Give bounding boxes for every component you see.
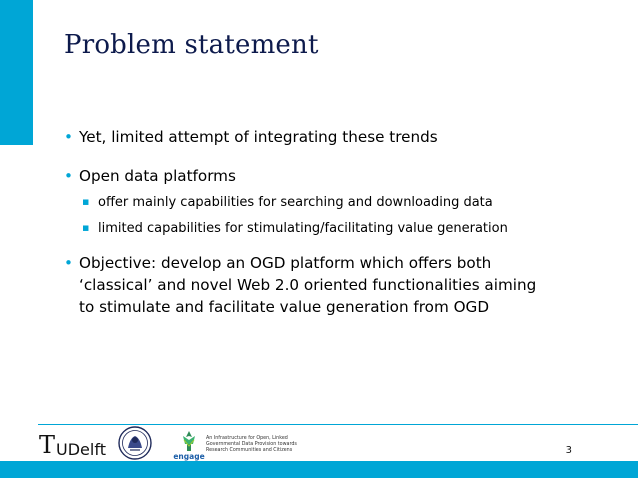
page-number: 3 bbox=[565, 445, 572, 456]
bullet-3-line-3: to stimulate and facilitate value generation from OGD bbox=[79, 298, 490, 316]
engage-tagline-line-3: Research Communities and Citizens bbox=[206, 448, 293, 454]
bullet-3 bbox=[64, 252, 584, 318]
tudelft-logo bbox=[39, 430, 106, 460]
engage-logo-icon bbox=[173, 428, 205, 461]
tudelft-mark: T bbox=[39, 431, 56, 459]
slide-title: Problem statement bbox=[64, 30, 319, 60]
bullet-3-line-2: ‘classical’ and novel Web 2.0 oriented functionalities aiming bbox=[79, 276, 537, 294]
bullet-1-text: Yet, limited attempt of integrating these trends bbox=[79, 128, 438, 146]
sub-bullet-2-1 bbox=[64, 193, 584, 213]
bullet-dot-icon: • bbox=[64, 128, 73, 146]
sub-bullet-2-1-text: offer mainly capabilities for searching and downloading data bbox=[98, 195, 493, 210]
bullet-dot-icon: • bbox=[64, 167, 73, 185]
accent-bar bbox=[0, 0, 33, 145]
bullet-2 bbox=[64, 165, 584, 187]
bullet-1 bbox=[64, 126, 584, 148]
bullet-3-line-1: Objective: develop an OGD platform which offers both bbox=[79, 254, 492, 272]
bullet-2-text: Open data platforms bbox=[79, 167, 236, 185]
engage-wordmark: engage bbox=[173, 452, 205, 461]
bullet-list bbox=[64, 126, 584, 318]
sub-bullet-2-2-text: limited capabilities for stimulating/facilitating value generation bbox=[98, 221, 508, 236]
engage-tagline-line-1: An Infrastructure for Open, Linked bbox=[206, 436, 288, 441]
university-seal-icon bbox=[118, 426, 152, 460]
engage-tagline-line-2: Governmental Data Provision towards bbox=[206, 442, 297, 448]
footer-divider bbox=[38, 424, 638, 425]
sub-bullet-2-2 bbox=[64, 219, 584, 239]
footer-strip bbox=[0, 461, 638, 478]
engage-tagline bbox=[206, 436, 346, 455]
bullet-dot-icon: • bbox=[64, 254, 73, 272]
sub-bullet-dot-icon: ▪ bbox=[82, 195, 90, 208]
tudelft-wordmark: UDelft bbox=[56, 439, 106, 459]
sub-bullet-dot-icon: ▪ bbox=[82, 221, 90, 234]
